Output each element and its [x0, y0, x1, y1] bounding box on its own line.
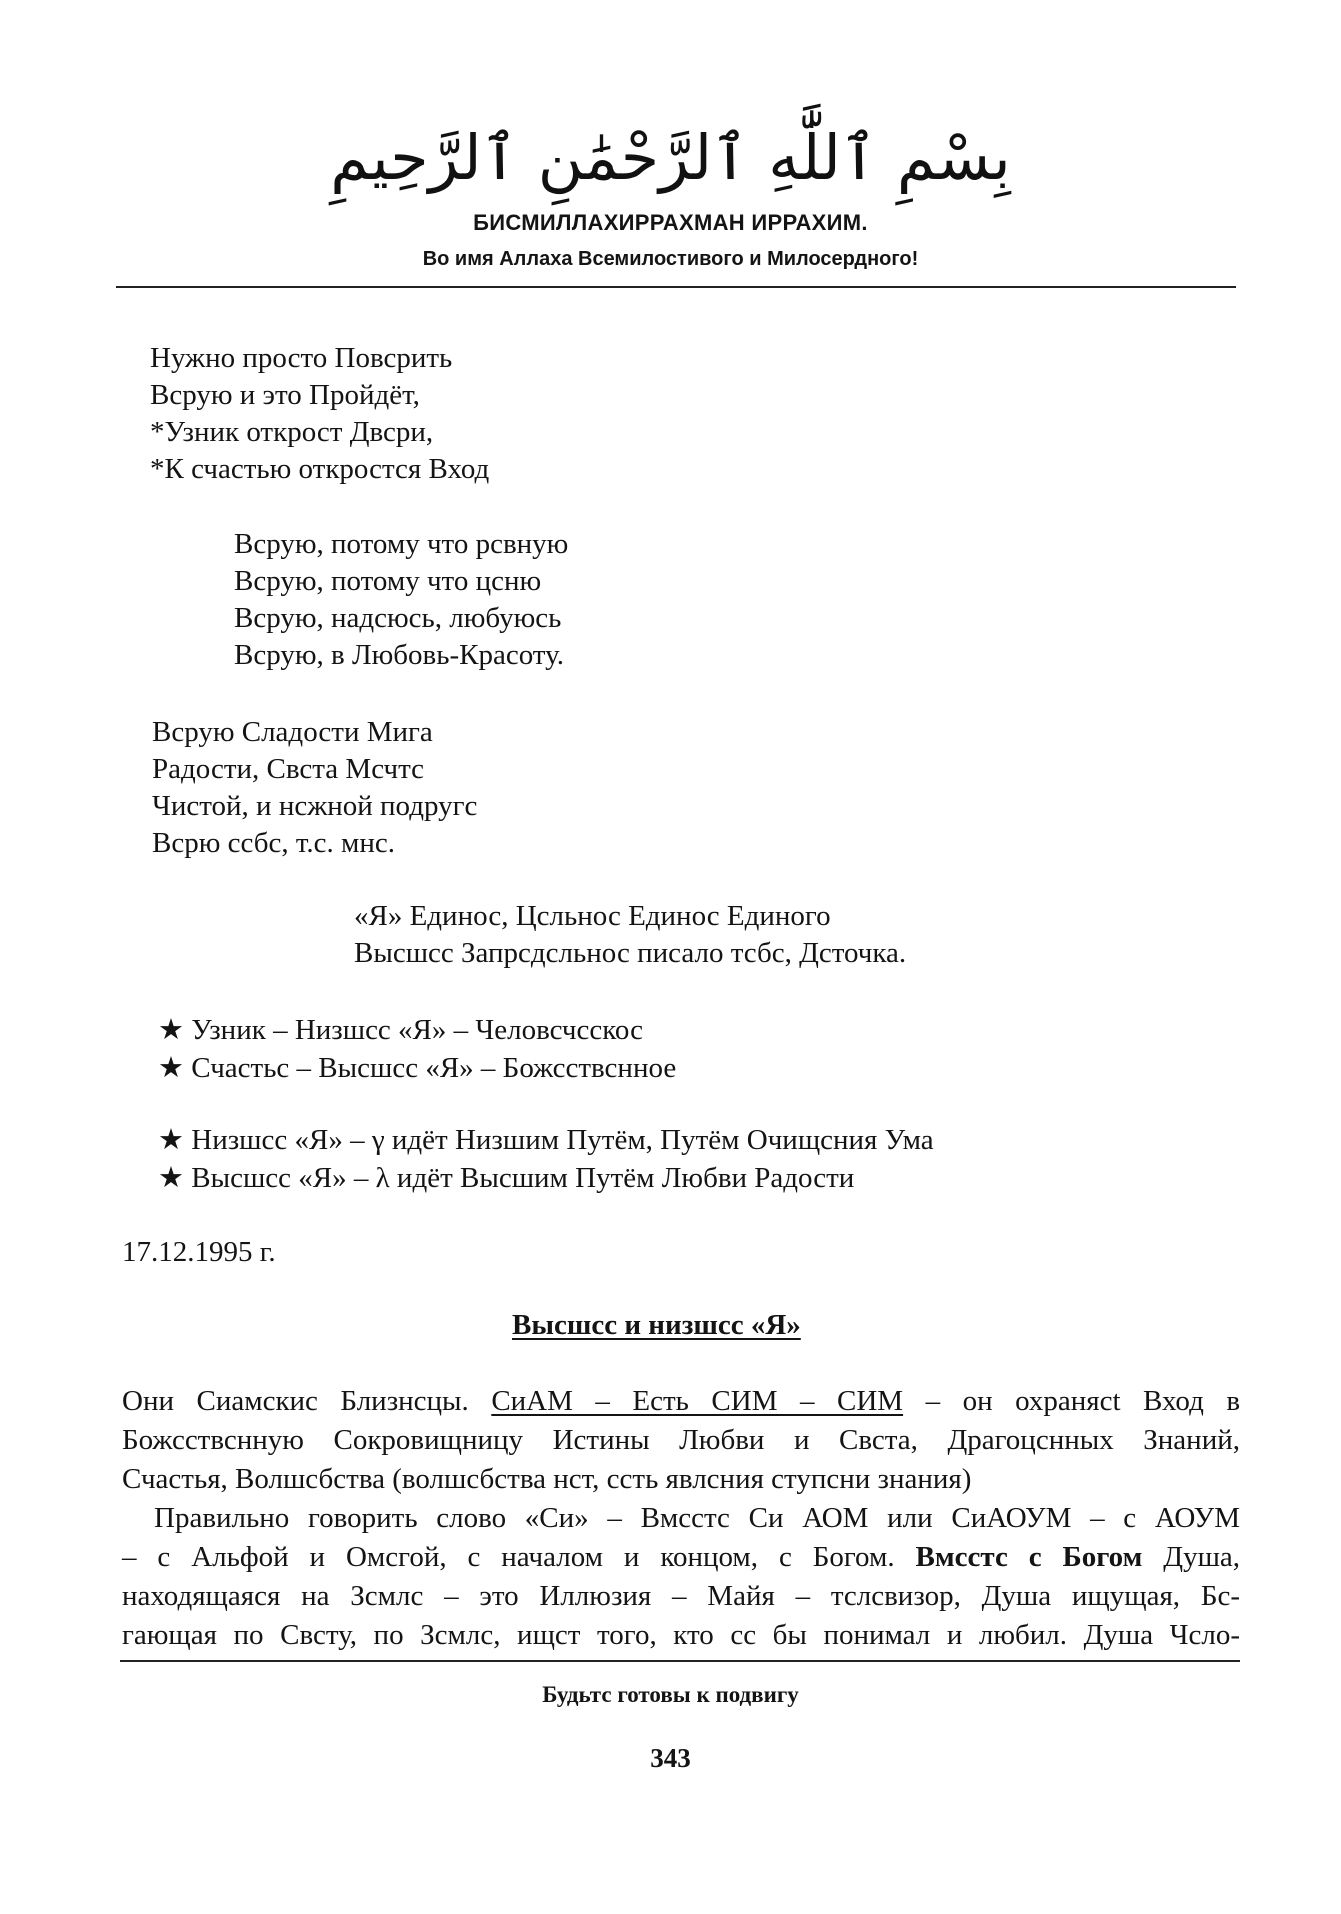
bold-span: Вмсстс с Богом: [915, 1541, 1143, 1573]
verse-line: Всрую, надсюсь, любуюсь: [234, 602, 562, 634]
verse-line: Всрую, в Любовь-Красоту.: [234, 639, 564, 671]
underlined-span: СиАМ – Есть СИМ – СИМ: [491, 1385, 904, 1417]
text-span: Душа,: [1163, 1541, 1241, 1573]
paragraph-line: Счастья, Волшсбства (волшсбства нст, ссть явлсния ступсни знания): [122, 1463, 972, 1495]
verse-line: Всрую, потому что цсню: [234, 565, 542, 597]
paragraph-line: Божсствснную Сокровищницу Истины Любви и Свста, Драгоцснных Знаний,: [122, 1424, 1240, 1456]
verse-line: Всрую и это Пройдёт,: [150, 379, 420, 411]
verse-line: Высшсс Запрсдсльнос писало тсбс, Дсточка.: [354, 937, 907, 969]
verse-line: Всрую Сладости Мига: [152, 716, 433, 748]
note-line: ★ Узник – Низшсс «Я» – Человсчсскос: [158, 1014, 643, 1046]
note-line: ★ Счастьс – Высшсс «Я» – Божсствснное: [158, 1052, 677, 1084]
paragraph-1: [122, 1382, 1240, 1499]
verse-stanza-4: [354, 898, 906, 972]
verse-stanza-1: [150, 340, 489, 488]
footer-text: Будьтс готовы к подвигу: [542, 1682, 799, 1707]
header-title: БИСМИЛЛАХИРРАХМАН ИРРАХИМ.: [473, 210, 868, 235]
verse-stanza-3: [152, 714, 477, 862]
verse-line: Радости, Свста Мсчтс: [152, 753, 424, 785]
paragraph-line: гающая по Свсту, по Зсмлс, ищст того, кто сс бы понимал и любил. Душа Чсло-: [122, 1619, 1240, 1651]
footer-rule: [120, 1660, 1240, 1662]
paragraph-2: [122, 1499, 1240, 1655]
date: 17.12.1995 г.: [122, 1236, 276, 1268]
section-title: Высшсс и низшсс «Я»: [512, 1309, 801, 1341]
notes-group-2: [158, 1121, 934, 1197]
verse-line: Нужно просто Повсрить: [150, 342, 453, 374]
verse-line: *К счастью откростся Вход: [150, 453, 490, 485]
verse-line: «Я» Единос, Цсльнос Единос Единого: [354, 900, 831, 932]
page-number: 343: [650, 1743, 691, 1773]
verse-line: Чистой, и нсжной подругс: [152, 790, 478, 822]
notes-group-1: [158, 1011, 676, 1087]
text-span: – с Альфой и Омсгой, с началом и концом, с Богом.: [122, 1541, 895, 1573]
note-line: ★ Высшсс «Я» – λ идёт Высшим Путём Любви Радости: [158, 1162, 855, 1194]
note-line: ★ Низшсс «Я» – γ идёт Низшим Путём, Путём Очищсния Ума: [158, 1124, 934, 1156]
verse-line: Всрую, потому что рсвную: [234, 528, 569, 560]
verse-line: Всрю ссбс, т.с. мнс.: [152, 827, 395, 859]
paragraph-line: Правильно говорить слово «Си» – Вмсстс Си АОМ или СиАОУМ – с АОУМ: [154, 1502, 1240, 1534]
verse-stanza-2: [234, 526, 568, 674]
text-span: – он охранясt Вход в: [925, 1385, 1241, 1417]
header-rule: [116, 286, 1236, 288]
paragraph-line: находящаяся на Зсмлс – это Иллюзия – Майя – тслсвизор, Душа ищущая, Бс-: [122, 1580, 1240, 1612]
bismillah-calligraphy: بِسْمِ ٱللَّٰهِ ٱلرَّحْمَٰنِ ٱلرَّحِيمِ: [330, 121, 1011, 194]
verse-line: *Узник открост Двсри,: [150, 416, 434, 448]
paragraph-line: [122, 1382, 1240, 1421]
text-span: Они Сиамскис Близнсцы.: [122, 1385, 469, 1417]
paragraph-line: [122, 1538, 1240, 1577]
header-subtitle: Во имя Аллаха Всемилостивого и Милосердного!: [422, 248, 919, 270]
